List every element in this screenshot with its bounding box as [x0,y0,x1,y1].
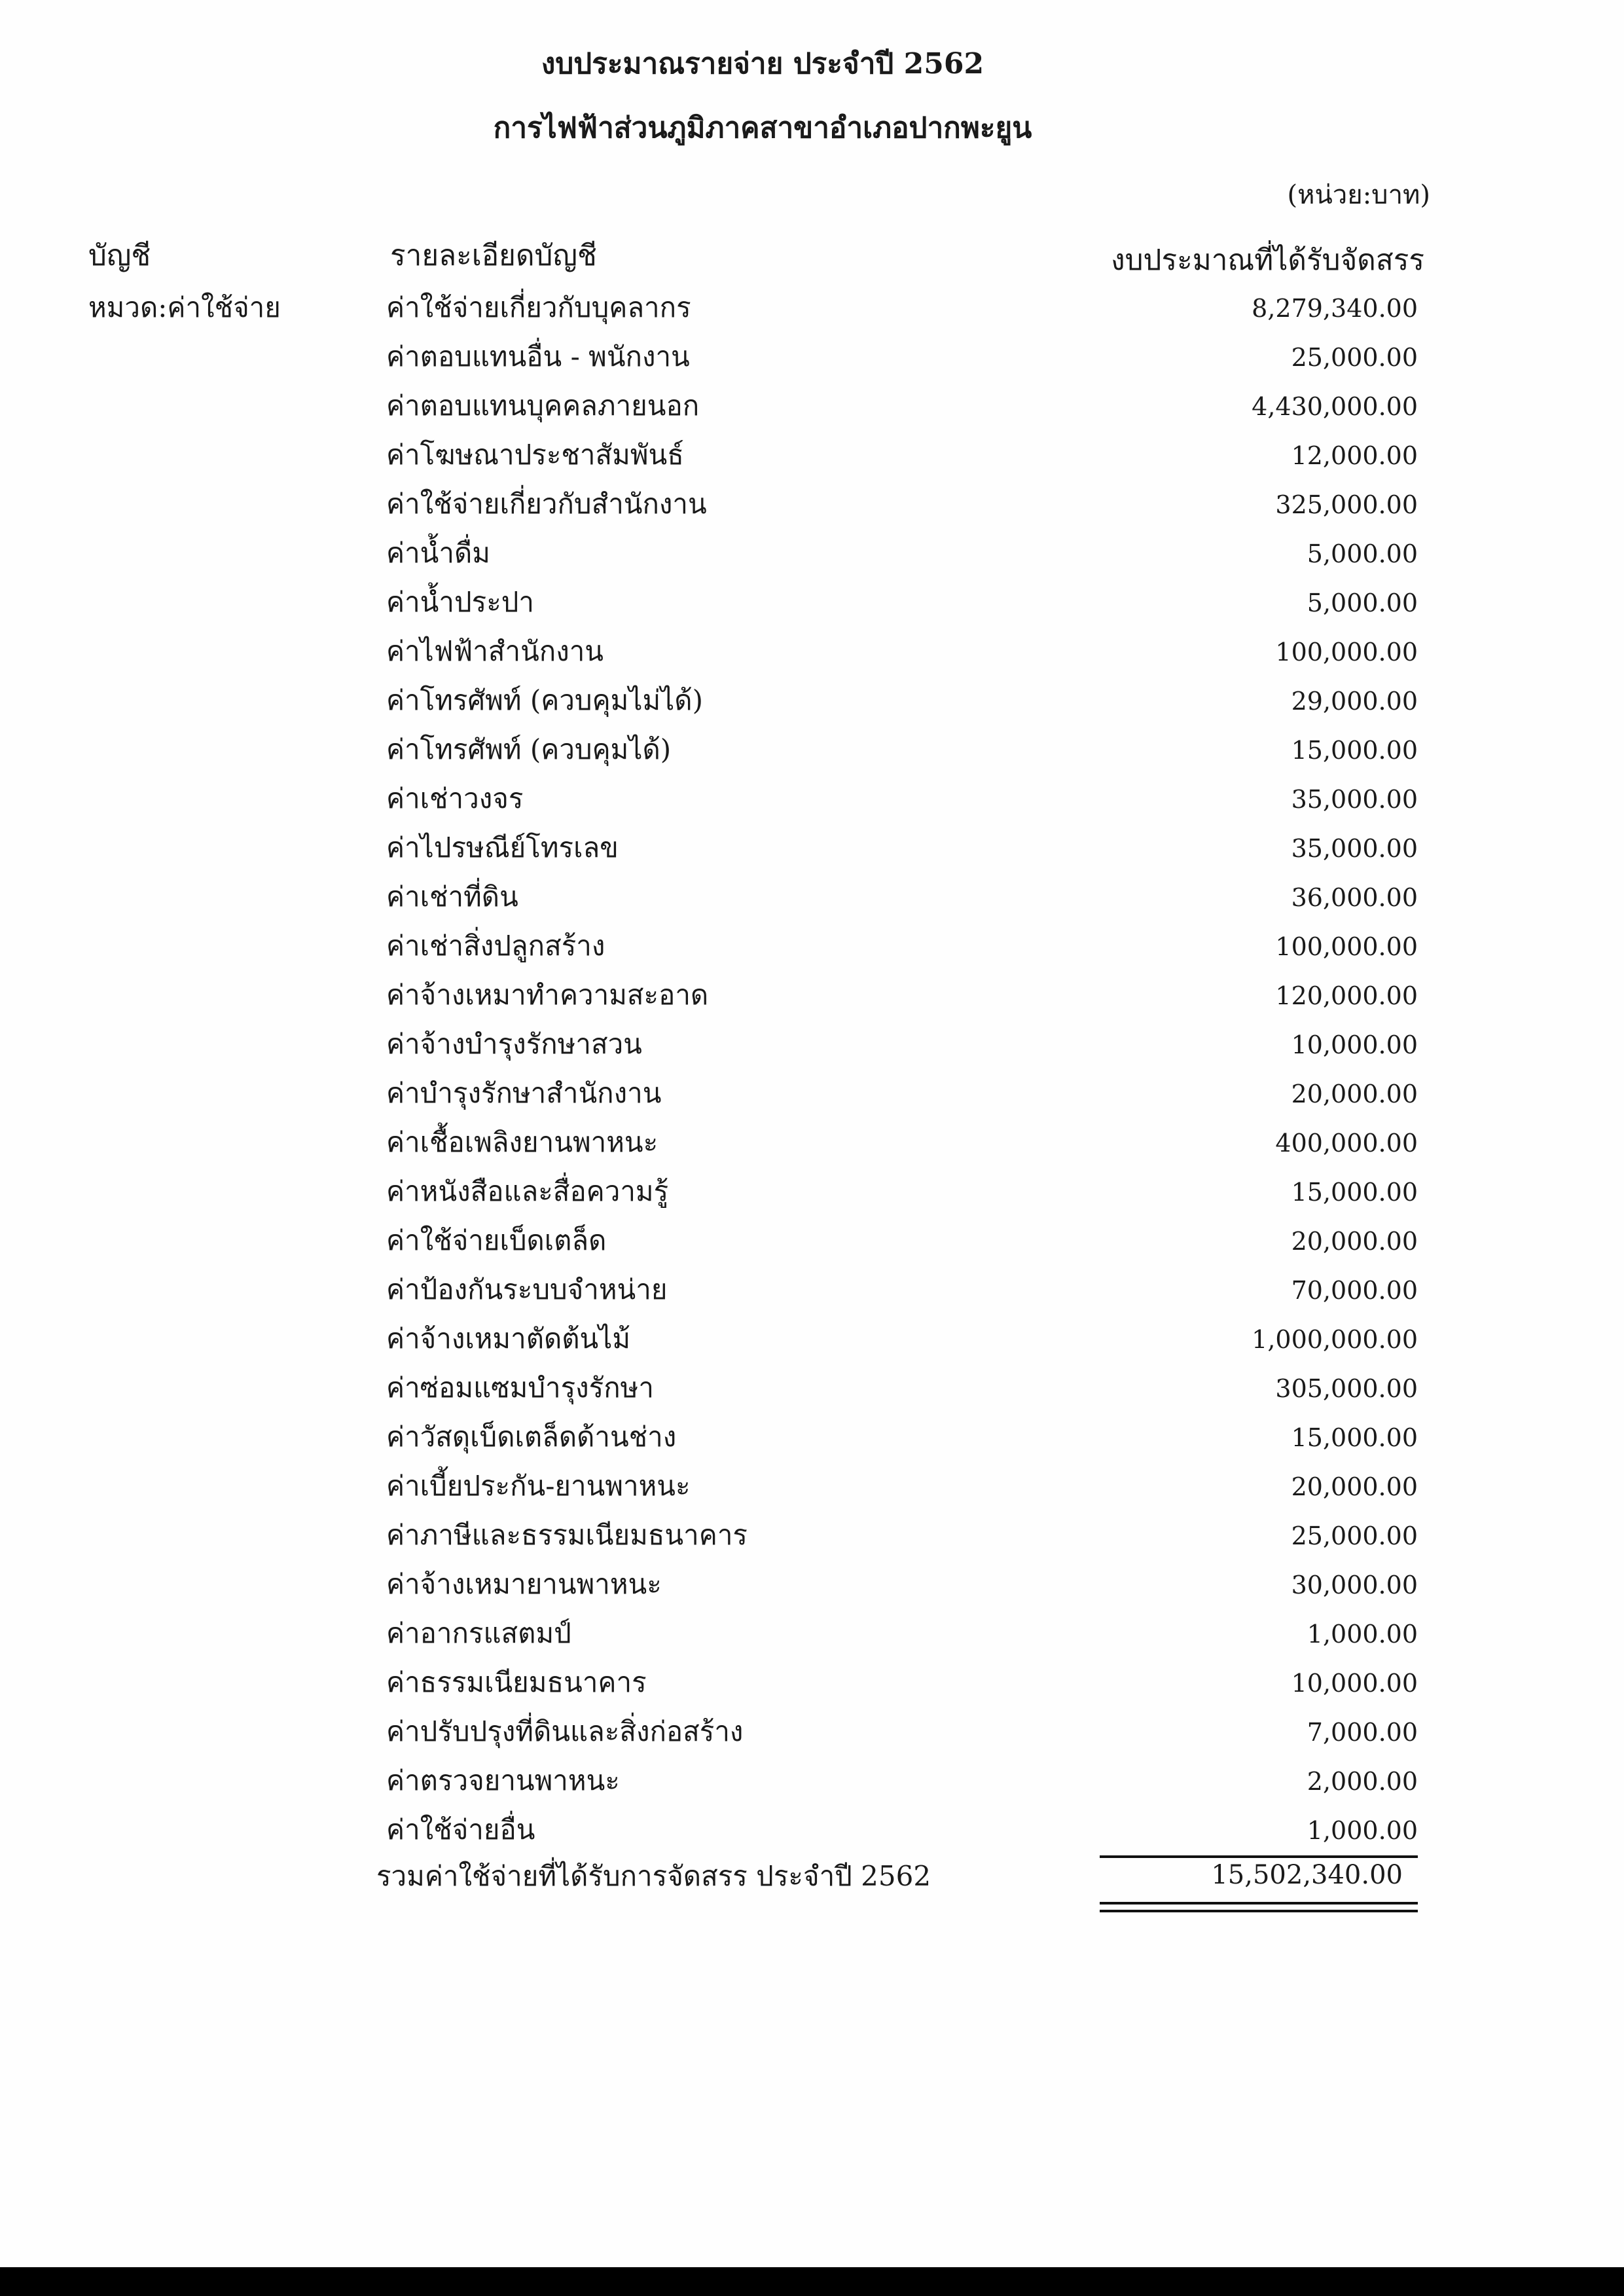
table-row [0,679,1624,728]
item-description: ค่าเช่าวงจร [386,782,524,814]
item-amount: 36,000.00 [1291,883,1418,912]
item-description: ค่าใช้จ่ายเกี่ยวกับบุคลากร [386,291,691,323]
item-amount: 12,000.00 [1291,441,1418,470]
item-description: ค่าใช้จ่ายอื่น [386,1813,535,1846]
item-description: ค่าเบี้ยประกัน-ยานพาหนะ [386,1470,691,1502]
item-description: ค่าตอบแทนอื่น - พนักงาน [386,340,690,373]
item-description: ค่าจ้างบำรุงรักษาสวน [386,1028,642,1060]
item-amount: 100,000.00 [1275,638,1418,666]
table-row [0,335,1624,384]
item-description: ค่าโฆษณาประชาสัมพันธ์ [386,439,684,471]
table-row [0,1072,1624,1121]
table-row [0,1563,1624,1612]
table-row [0,1121,1624,1170]
table-row [0,581,1624,630]
item-description: ค่าซ่อมแซมบำรุงรักษา [386,1372,654,1404]
item-amount: 29,000.00 [1291,687,1418,716]
item-amount: 4,430,000.00 [1252,392,1418,421]
table-row [0,1612,1624,1661]
item-amount: 10,000.00 [1291,1669,1418,1698]
item-amount: 5,000.00 [1307,539,1418,568]
table-row [0,1219,1624,1268]
item-amount: 2,000.00 [1307,1767,1418,1796]
table-row [0,433,1624,483]
item-description: ค่าจ้างเหมายานพาหนะ [386,1568,662,1600]
document-subtitle: การไฟฟ้าส่วนภูมิภาคสาขาอำเภอปากพะยูน [493,111,1032,145]
item-amount: 7,000.00 [1307,1718,1418,1747]
column-header-account: บัญชี [88,239,151,272]
table-row [0,384,1624,433]
item-description: ค่าไปรษณีย์โทรเลข [386,831,619,864]
item-amount: 20,000.00 [1291,1472,1418,1501]
item-amount: 325,000.00 [1275,490,1418,519]
item-description: ค่าปรับปรุงที่ดินและสิ่งก่อสร้าง [386,1715,744,1747]
column-header-amount: งบประมาณที่ได้รับจัดสรร [1111,244,1424,277]
item-amount: 30,000.00 [1291,1571,1418,1599]
table-row [0,1808,1624,1857]
item-amount: 1,000.00 [1307,1620,1418,1649]
table-row [0,1317,1624,1366]
table-row [0,777,1624,826]
total-label: รวมค่าใช้จ่ายที่ได้รับการจัดสรร ประจำปี 2562 [376,1860,931,1892]
table-row [0,1023,1624,1072]
table-row [0,1170,1624,1219]
table-row [0,826,1624,875]
item-amount: 15,000.00 [1291,1178,1418,1207]
table-row [0,924,1624,974]
scan-bottom-edge [0,2267,1624,2296]
table-row [0,1759,1624,1808]
table-row [0,1366,1624,1415]
item-description: ค่าหนังสือและสื่อความรู้ [386,1175,669,1207]
table-row [0,1415,1624,1465]
total-amount: 15,502,340.00 [1211,1860,1403,1890]
table-row [0,1465,1624,1514]
item-description: ค่าภาษีและธรรมเนียมธนาคาร [386,1519,748,1551]
item-description: ค่าธรรมเนียมธนาคาร [386,1666,647,1698]
item-amount: 25,000.00 [1291,343,1418,372]
item-amount: 305,000.00 [1275,1374,1418,1403]
item-description: ค่าป้องกันระบบจำหน่าย [386,1273,668,1305]
item-description: ค่าใช้จ่ายเบ็ดเตล็ด [386,1224,607,1256]
table-row [0,630,1624,679]
item-amount: 5,000.00 [1307,589,1418,617]
item-description: ค่าบำรุงรักษาสำนักงาน [386,1077,662,1109]
budget-items-list [0,286,1624,1857]
item-description: ค่าจ้างเหมาตัดต้นไม้ [386,1322,631,1355]
item-amount: 20,000.00 [1291,1080,1418,1108]
item-description: ค่าไฟฟ้าสำนักงาน [386,635,604,667]
item-description: ค่าน้ำดื่ม [386,537,490,569]
item-amount: 15,000.00 [1291,1423,1418,1452]
table-row [0,1661,1624,1710]
item-description: ค่าอากรแสตมป์ [386,1617,571,1649]
item-amount: 20,000.00 [1291,1227,1418,1256]
table-row [0,532,1624,581]
item-amount: 10,000.00 [1291,1030,1418,1059]
table-row [0,974,1624,1023]
item-amount: 70,000.00 [1291,1276,1418,1305]
item-amount: 15,000.00 [1291,736,1418,765]
item-amount: 1,000.00 [1307,1816,1418,1845]
item-description: ค่าเช่าที่ดิน [386,881,518,913]
table-row [0,483,1624,532]
item-amount: 120,000.00 [1275,981,1418,1010]
item-description: ค่าเช่าสิ่งปลูกสร้าง [386,930,605,962]
item-description: ค่าเชื้อเพลิงยานพาหนะ [386,1126,659,1158]
category-label: หมวด:ค่าใช้จ่าย [88,291,281,323]
total-double-rule [1100,1902,1418,1912]
item-description: ค่าใช้จ่ายเกี่ยวกับสำนักงาน [386,488,707,520]
item-amount: 25,000.00 [1291,1522,1418,1550]
item-amount: 35,000.00 [1291,785,1418,814]
item-amount: 8,279,340.00 [1252,294,1418,323]
table-row [0,1710,1624,1759]
table-row [0,286,1624,335]
item-amount: 1,000,000.00 [1252,1325,1418,1354]
table-row [0,875,1624,924]
item-description: ค่าวัสดุเบ็ดเตล็ดด้านช่าง [386,1421,677,1453]
item-description: ค่าตอบแทนบุคคลภายนอก [386,390,700,422]
table-row [0,1268,1624,1317]
item-amount: 100,000.00 [1275,932,1418,961]
item-description: ค่าโทรศัพท์ (ควบคุมไม่ได้) [386,684,703,716]
item-amount: 400,000.00 [1275,1129,1418,1157]
item-description: ค่าน้ำประปา [386,586,534,618]
item-description: ค่าจ้างเหมาทำความสะอาด [386,979,709,1011]
column-header-description: รายละเอียดบัญชี [390,239,597,272]
unit-label: (หน่วย:บาท) [1287,180,1430,210]
item-description: ค่าโทรศัพท์ (ควบคุมได้) [386,733,672,765]
item-amount: 35,000.00 [1291,834,1418,863]
document-title: งบประมาณรายจ่าย ประจำปี 2562 [541,47,984,81]
item-description: ค่าตรวจยานพาหนะ [386,1764,620,1796]
table-row [0,728,1624,777]
table-row [0,1514,1624,1563]
total-row [0,1855,1624,1907]
